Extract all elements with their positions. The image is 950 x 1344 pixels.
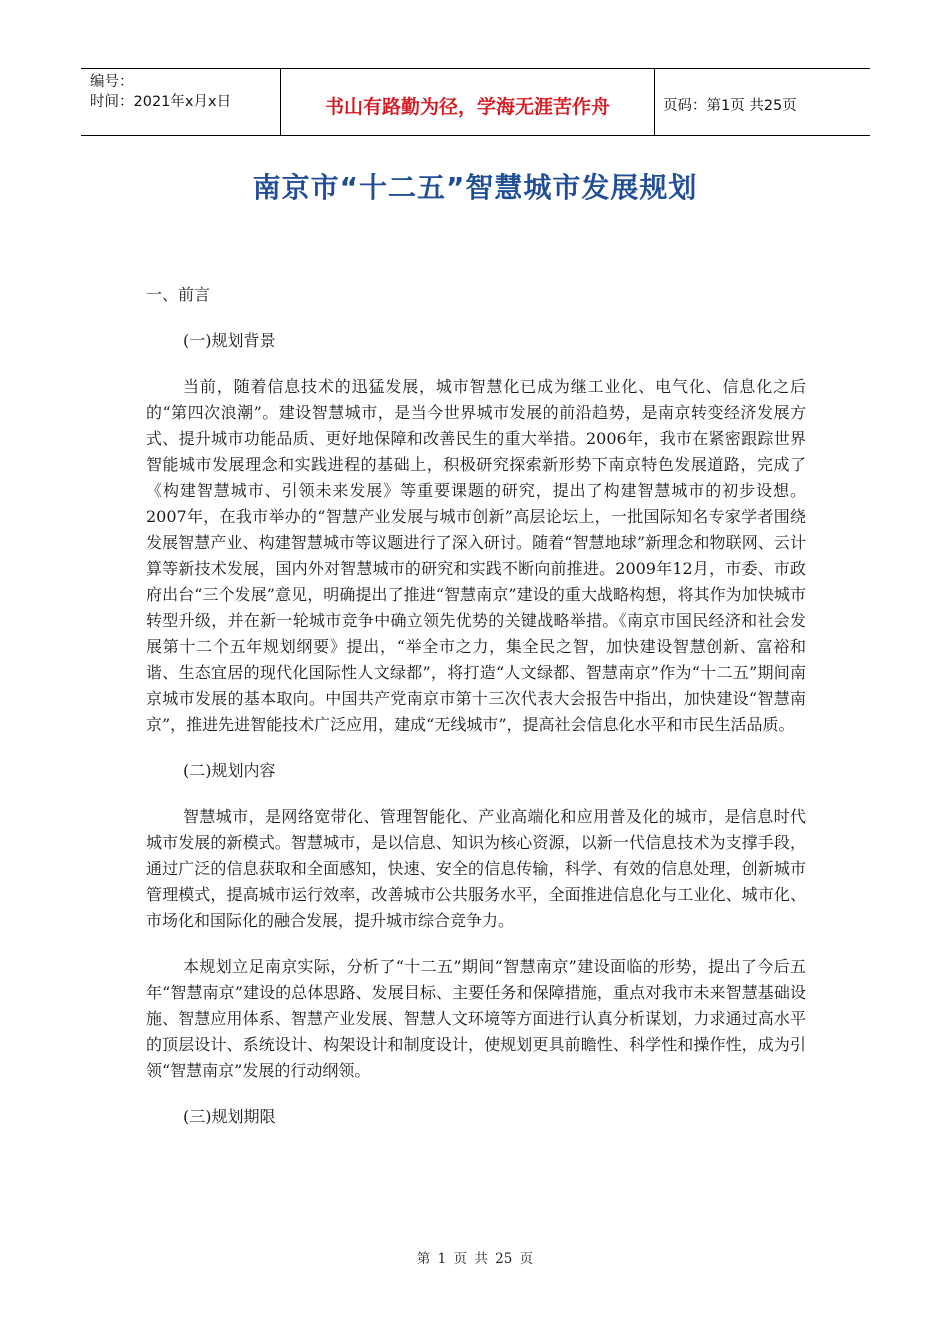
paragraph-content-scope: 本规划立足南京实际，分析了“十二五”期间“智慧南京”建设面临的形势，提出了今后五年“智慧南京”建设的总体思路、发展目标、主要任务和保障措施，重点对我市未来智慧基础设施、智慧应用体系、智慧产业发展、智慧人文环境等方面进行认真分析谋划，力求通过高水平的顶层设计、系统设计、构架设计和制度设计，使规划更具前瞻性、科学性和操作性，成为引领“智慧南京”发展的行动纲领。 (146, 957, 806, 1080)
page-footer: 第 1 页 共 25 页 (416, 1251, 534, 1267)
subsection-heading-content: (二)规划内容 (183, 761, 276, 780)
paragraph-content-definition: 智慧城市，是网络宽带化、管理智能化、产业高端化和应用普及化的城市，是信息时代城市发展的新模式。智慧城市，是以信息、知识为核心资源，以新一代信息技术为支撑手段，通过广泛的信息获取和全面感知，快速、安全的信息传输，科学、有效的信息处理，创新城市管理模式，提高城市运行效率，改善城市公共服务水平，全面推进信息化与工业化、城市化、市场化和国际化的融合发展，提升城市综合竞争力。 (146, 807, 806, 930)
document-header (81, 68, 870, 136)
paragraph-background: 当前，随着信息技术的迅猛发展，城市智慧化已成为继工业化、电气化、信息化之后的“第四次浪潮”。建设智慧城市，是当今世界城市发展的前沿趋势，是南京转变经济发展方式、提升城市功能品质、更好地保障和改善民生的重大举措。2006年，我市在紧密跟踪世界智能城市发展理念和实践进程的基础上，积极研究探索新形势下南京特色发展道路，完成了《构建智慧城市、引领未来发展》等重要课题的研究，提出了构建智慧城市的初步设想。2007年，在我市举办的“智慧产业发展与城市创新”高层论坛上，一批国际知名专家学者围绕发展智慧产业、构建智慧城市等议题进行了深入研讨。随着“智慧地球”新理念和物联网、云计算等新技术发展，国内外对智慧城市的研究和实践不断向前推进。2009年12月，市委、市政府出台“三个发展”意见，明确提出了推进“智慧南京”建设的重大战略构想，将其作为加快城市转型升级，并在新一轮城市竞争中确立领先优势的关键战略举措。《南京市国民经济和社会发展第十二个五年规划纲要》提出，“举全市之力，集全民之智，加快建设智慧创新、富裕和谐、生态宜居的现代化国际性人文绿都”，将打造“人文绿都、智慧南京”作为“十二五”期间南京城市发展的基本取向。中国共产党南京市第十三次代表大会报告中指出，加快建设“智慧南京”，推进先进智能技术广泛应用，建成“无线城市”，提高社会信息化水平和市民生活品质。 (146, 377, 806, 734)
document-time-label: 时间：2021年x月x日 (90, 94, 232, 110)
header-meta-cell (81, 69, 281, 135)
header-page-info: 页码：第1页 共25页 (663, 97, 797, 114)
header-motto: 书山有路勤为径，学海无涯苦作舟 (281, 69, 655, 135)
document-body (146, 282, 806, 1150)
section-heading-preface: 一、前言 (146, 285, 211, 304)
document-title: 南京市“十二五”智慧城市发展规划 (252, 171, 698, 204)
subsection-heading-period: (三)规划期限 (183, 1107, 276, 1126)
document-number-label: 编号： (90, 74, 134, 90)
subsection-heading-background: (一)规划背景 (183, 331, 276, 350)
